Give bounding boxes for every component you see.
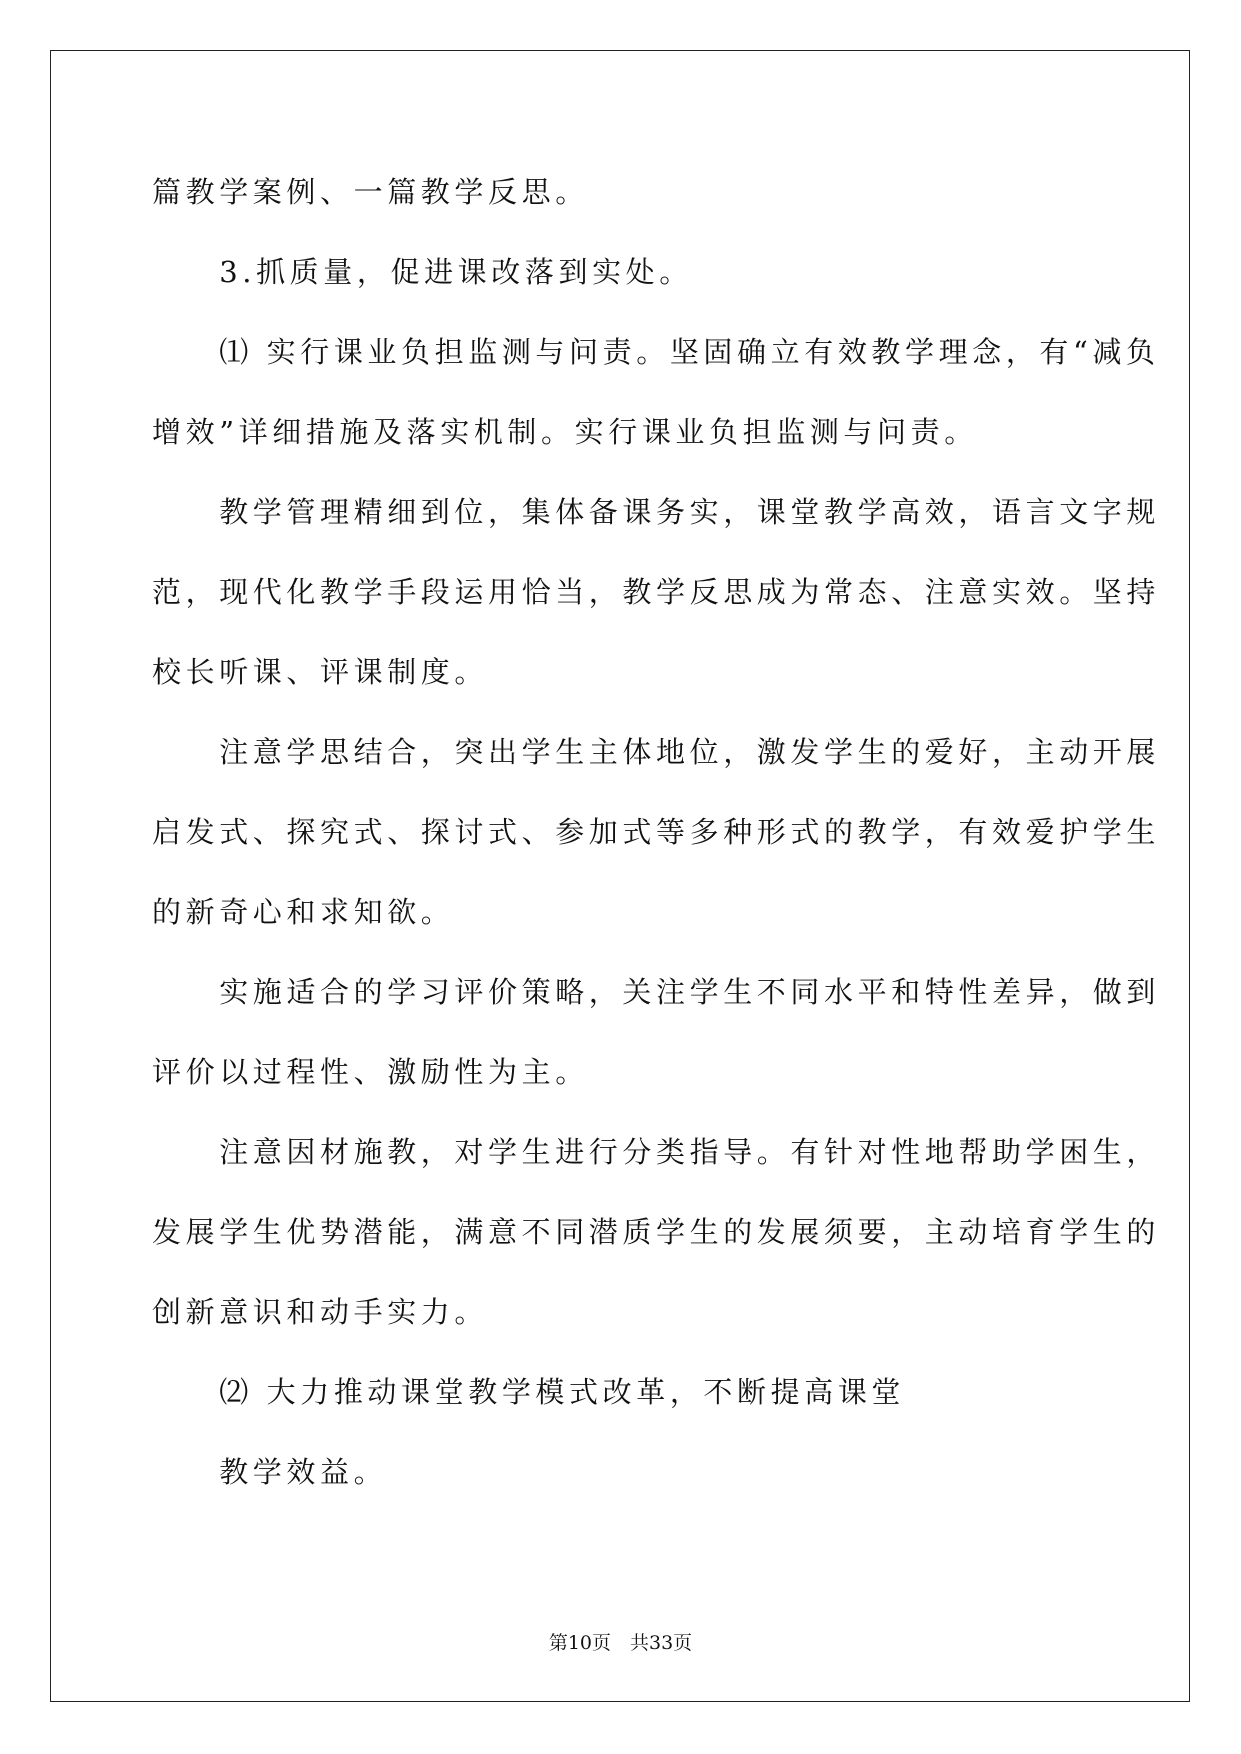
text-line: 教学效益。: [152, 1455, 388, 1489]
text-line: 创新意识和动手实力。: [152, 1295, 489, 1329]
text-line: 评价以过程性、激励性为主。: [152, 1055, 589, 1089]
text-line: 增效”详细措施及落实机制。实行课业负担监测与问责。: [152, 415, 978, 449]
text-line: ⑵ 大力推动课堂教学模式改革，不断提高课堂: [152, 1375, 906, 1409]
page-number-footer: 第10页 共33页: [548, 1632, 693, 1654]
text-line: 启发式、探究式、探讨式、参加式等多种形式的教学，有效爱护学生: [152, 815, 1161, 849]
text-line: 的新奇心和求知欲。: [152, 895, 455, 929]
text-line: ⑴ 实行课业负担监测与问责。坚固确立有效教学理念，有“减负: [152, 335, 1160, 369]
text-line: 实施适合的学习评价策略，关注学生不同水平和特性差异，做到: [152, 975, 1161, 1009]
text-line: 范，现代化教学手段运用恰当，教学反思成为常态、注意实效。坚持: [152, 575, 1161, 609]
text-line: 校长听课、评课制度。: [152, 655, 489, 689]
text-line: 注意因材施教，对学生进行分类指导。有针对性地帮助学困生，: [152, 1135, 1161, 1169]
text-line: 发展学生优势潜能，满意不同潜质学生的发展须要，主动培育学生的: [152, 1215, 1161, 1249]
text-line: 篇教学案例、一篇教学反思。: [152, 175, 589, 209]
text-line: 教学管理精细到位，集体备课务实，课堂教学高效，语言文字规: [152, 495, 1161, 529]
text-line: 3.抓质量，促进课改落到实处。: [152, 255, 693, 289]
text-line: 注意学思结合，突出学生主体地位，激发学生的爱好，主动开展: [152, 735, 1161, 769]
